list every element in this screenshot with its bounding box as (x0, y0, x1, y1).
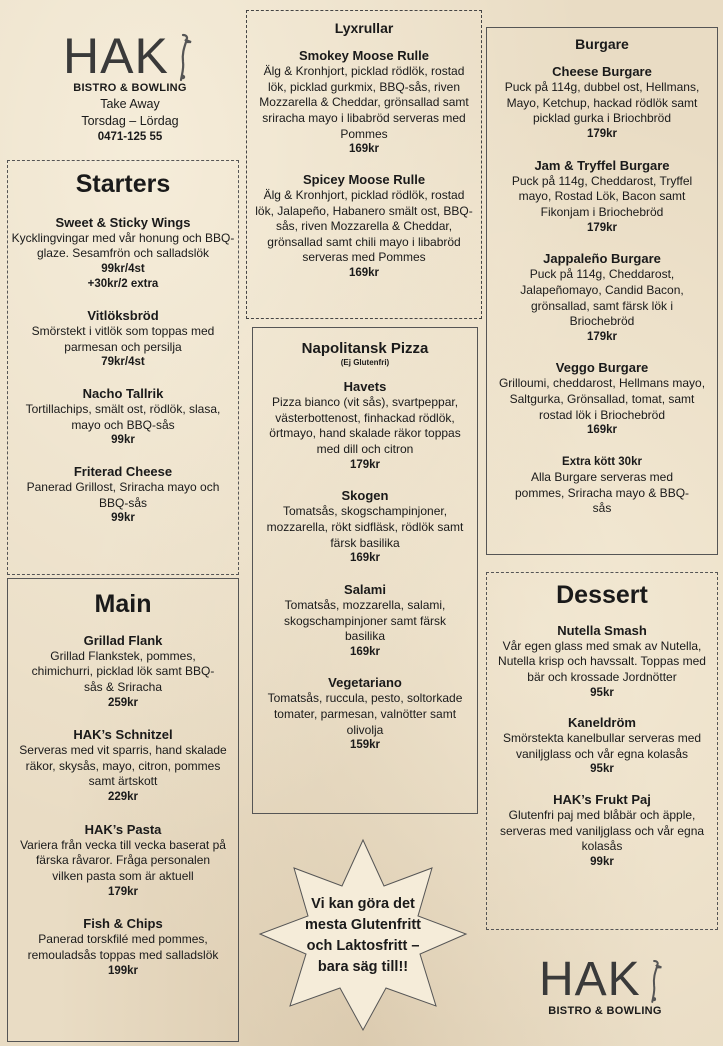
item-desc: Serveras med vit sparris, hand skalade räkor, skysås, mayo, citron, pommes samt ärtskott (19, 743, 227, 789)
main-section (7, 578, 239, 1042)
item-name: Skogen (341, 488, 389, 504)
item-desc: Tomatsås, ruccula, pesto, soltorkade tomater, parmesan, valnötter samt olivolja (267, 691, 463, 737)
item-price: 99kr/4st (101, 262, 145, 275)
item-price: 229kr (107, 791, 139, 804)
menu-item (8, 386, 238, 449)
menu-item (253, 488, 477, 567)
item-desc: Älg & Kronhjort, picklad rödlök, rostad lök, Jalapeño, Habanero smält ost, BBQ-sås, riven Mozzarella & Cheddar, grönsallad samt chili mayo i libabröd serveras med Pommes (255, 187, 473, 265)
item-name: Jappaleño Burgare (543, 251, 661, 267)
menu-item (8, 464, 238, 527)
menu-item (487, 251, 717, 345)
item-price: 199kr (107, 964, 139, 977)
logo-brand: HAK (539, 953, 641, 1006)
item-price-extra: +30kr/2 extra (87, 278, 159, 291)
item-price: 169kr (348, 266, 380, 279)
main-title: Main (94, 590, 152, 618)
menu-item (247, 48, 481, 158)
item-name: Smokey Moose Rulle (298, 48, 430, 63)
allergy-star-badge (252, 836, 474, 1032)
item-name: Veggo Burgare (555, 360, 649, 376)
item-desc: Tomatsås, skogschampinjoner, mozzarella, rökt sidfläsk, rödlök samt färsk basilika (266, 504, 464, 550)
menu-item (487, 64, 717, 143)
menu-item (487, 623, 717, 702)
menu-item (487, 715, 717, 778)
phone-number: 0471-125 55 (97, 130, 163, 143)
item-name: Sweet & Sticky Wings (55, 214, 191, 230)
item-desc: Tortillachips, smält ost, rödlök, slasa, mayo och BBQ-sås (25, 402, 221, 432)
item-price: 169kr (586, 424, 618, 437)
logo-brand: HAK (63, 28, 169, 84)
item-desc: Grilloumi, cheddarost, Hellmans mayo, Saltgurka, Grönsallad, tomat, samt rostad lök i Briochebröd (498, 376, 706, 422)
item-price: 259kr (107, 696, 139, 709)
item-price: 79kr/4st (101, 356, 145, 369)
burgare-title: Burgare (575, 36, 629, 52)
item-price: 169kr (349, 552, 381, 565)
item-desc: Pizza bianco (vit sås), svartpeppar, västerbottenost, finhackad rödlök, örtmayo, hand skalade räkor toppas med dill och citron (269, 395, 461, 457)
pizza-title: Napolitansk Pizza (301, 340, 429, 357)
item-price: 179kr (349, 458, 381, 471)
item-price: 169kr (349, 645, 381, 658)
item-price: 99kr (111, 512, 135, 525)
starters-title: Starters (75, 170, 171, 198)
menu-item (8, 727, 238, 806)
item-price: 179kr (107, 885, 139, 898)
item-name: Cheese Burgare (552, 64, 652, 79)
item-name: Nutella Smash (557, 622, 647, 638)
item-price: 169kr (348, 143, 380, 156)
logo-bottom (535, 955, 675, 1017)
starters-section (7, 160, 239, 575)
item-desc: Glutenfri paj med blåbär och äpple, serveras med vaniljglass och vår egna kolasås (499, 808, 705, 854)
item-desc: Vår egen glass med smak av Nutella, Nutella krisp och havssalt. Toppas med bär och krossade Jordnötter (498, 638, 706, 684)
item-desc: Puck på 114g, Cheddarost, Tryffel mayo, Rostad Lök, Bacon samt Fikonjam i Briochebröd (511, 173, 693, 219)
extra-desc: Alla Burgare serveras med pommes, Sriracha mayo & BBQ-sås (514, 470, 690, 516)
item-desc: Tomatsås, mozzarella, salami, skogschampinjoner samt färsk basilika (283, 597, 447, 644)
item-price: 179kr (586, 128, 618, 141)
menu-item (487, 360, 717, 439)
item-price: 95kr (590, 763, 614, 776)
logo-top (55, 30, 205, 145)
item-name: Vegetariano (328, 675, 402, 691)
menu-item (487, 158, 717, 237)
item-name: Spicey Moose Rulle (302, 171, 426, 187)
item-desc: Älg & Kronhjort, picklad rödlök, rostad lök, picklad gurkmix, BBQ-sås, riven Mozzarella & Cheddar, grönsallad samt sriracha mayo i libabröd serveras med Pommes (259, 64, 469, 141)
menu-item (8, 822, 238, 901)
menu-item (8, 308, 238, 371)
item-desc: Grillad Flankstek, pommes, chimichurri, picklad lök samt BBQ-sås & Sriracha (31, 648, 215, 694)
item-name: Jam & Tryffel Burgare (534, 157, 670, 173)
item-name: HAK’s Frukt Paj (553, 792, 651, 807)
item-price: 159kr (349, 739, 381, 752)
item-name: HAK’s Schnitzel (73, 727, 173, 743)
heron-icon (173, 32, 195, 82)
item-desc: Smörstekt i vitlök som toppas med parmesan och persilja (31, 324, 215, 354)
menu-item (8, 916, 238, 979)
menu-item (253, 379, 477, 473)
item-price: 95kr (590, 686, 614, 699)
item-name: Vitlöksbröd (87, 307, 159, 323)
item-name: Fish & Chips (83, 916, 163, 932)
item-desc: Panerad torskfilé med pommes, remouladsås toppas med salladslök (27, 932, 219, 962)
dessert-section (486, 572, 718, 930)
logo-subtitle: BISTRO & BOWLING (548, 1005, 662, 1017)
item-desc: Kycklingvingar med vår honung och BBQ-glaze. Sesamfrön och salladslök (11, 230, 235, 261)
menu-item (253, 675, 477, 754)
dessert-title: Dessert (556, 581, 648, 609)
item-price: 179kr (586, 221, 618, 234)
item-name: Friterad Cheese (73, 463, 173, 479)
item-desc: Puck på 114g, dubbel ost, Hellmans, Mayo, Ketchup, hackad rödlök samt picklad gurka i Briochbröd (504, 80, 700, 126)
item-desc: Panerad Grillost, Sriracha mayo och BBQ-sås (26, 480, 220, 510)
item-name: Havets (343, 379, 387, 394)
item-name: Kaneldröm (568, 715, 636, 731)
menu-item (247, 172, 481, 282)
item-price: 99kr (590, 856, 614, 869)
pizza-section (252, 327, 478, 814)
item-name: Salami (344, 581, 386, 597)
pizza-subtitle: (Ej Glutenfri) (340, 358, 390, 367)
extra-meat-label: Extra kött 30kr (562, 455, 642, 468)
opening-days: Torsdag – Lördag (81, 113, 179, 128)
menu-item (487, 792, 717, 871)
item-price: 99kr (111, 434, 135, 447)
burgare-section (486, 27, 718, 555)
burgare-extra (487, 455, 717, 517)
menu-item (253, 582, 477, 661)
item-name: Nacho Tallrik (82, 385, 164, 401)
logo-subtitle: BISTRO & BOWLING (73, 82, 187, 94)
item-name: Grillad Flank (83, 632, 163, 648)
item-desc: Smörstekta kanelbullar serveras med vaniljglass och vår egna kolasås (502, 731, 702, 761)
item-desc: Variera från vecka till vecka baserat på färska råvaror. Fråga personalen vilken pasta som är aktuell (20, 837, 226, 884)
item-name: HAK’s Pasta (84, 821, 162, 837)
allergy-star-text: Vi kan göra det mesta Glutenfritt och Laktosfritt – bara säg till!! (304, 896, 421, 976)
item-price: 179kr (586, 330, 618, 343)
lyxrullar-section (246, 10, 482, 319)
menu-item (8, 215, 238, 293)
lyxrullar-title: Lyxrullar (334, 20, 394, 36)
item-desc: Puck på 114g, Cheddarost, Jalapeñomayo, Candid Bacon, grönsallad, samt färsk lök i Briochebröd (520, 267, 684, 329)
menu-item (8, 633, 238, 712)
take-away-label: Take Away (100, 97, 160, 111)
heron-icon (645, 957, 665, 1005)
